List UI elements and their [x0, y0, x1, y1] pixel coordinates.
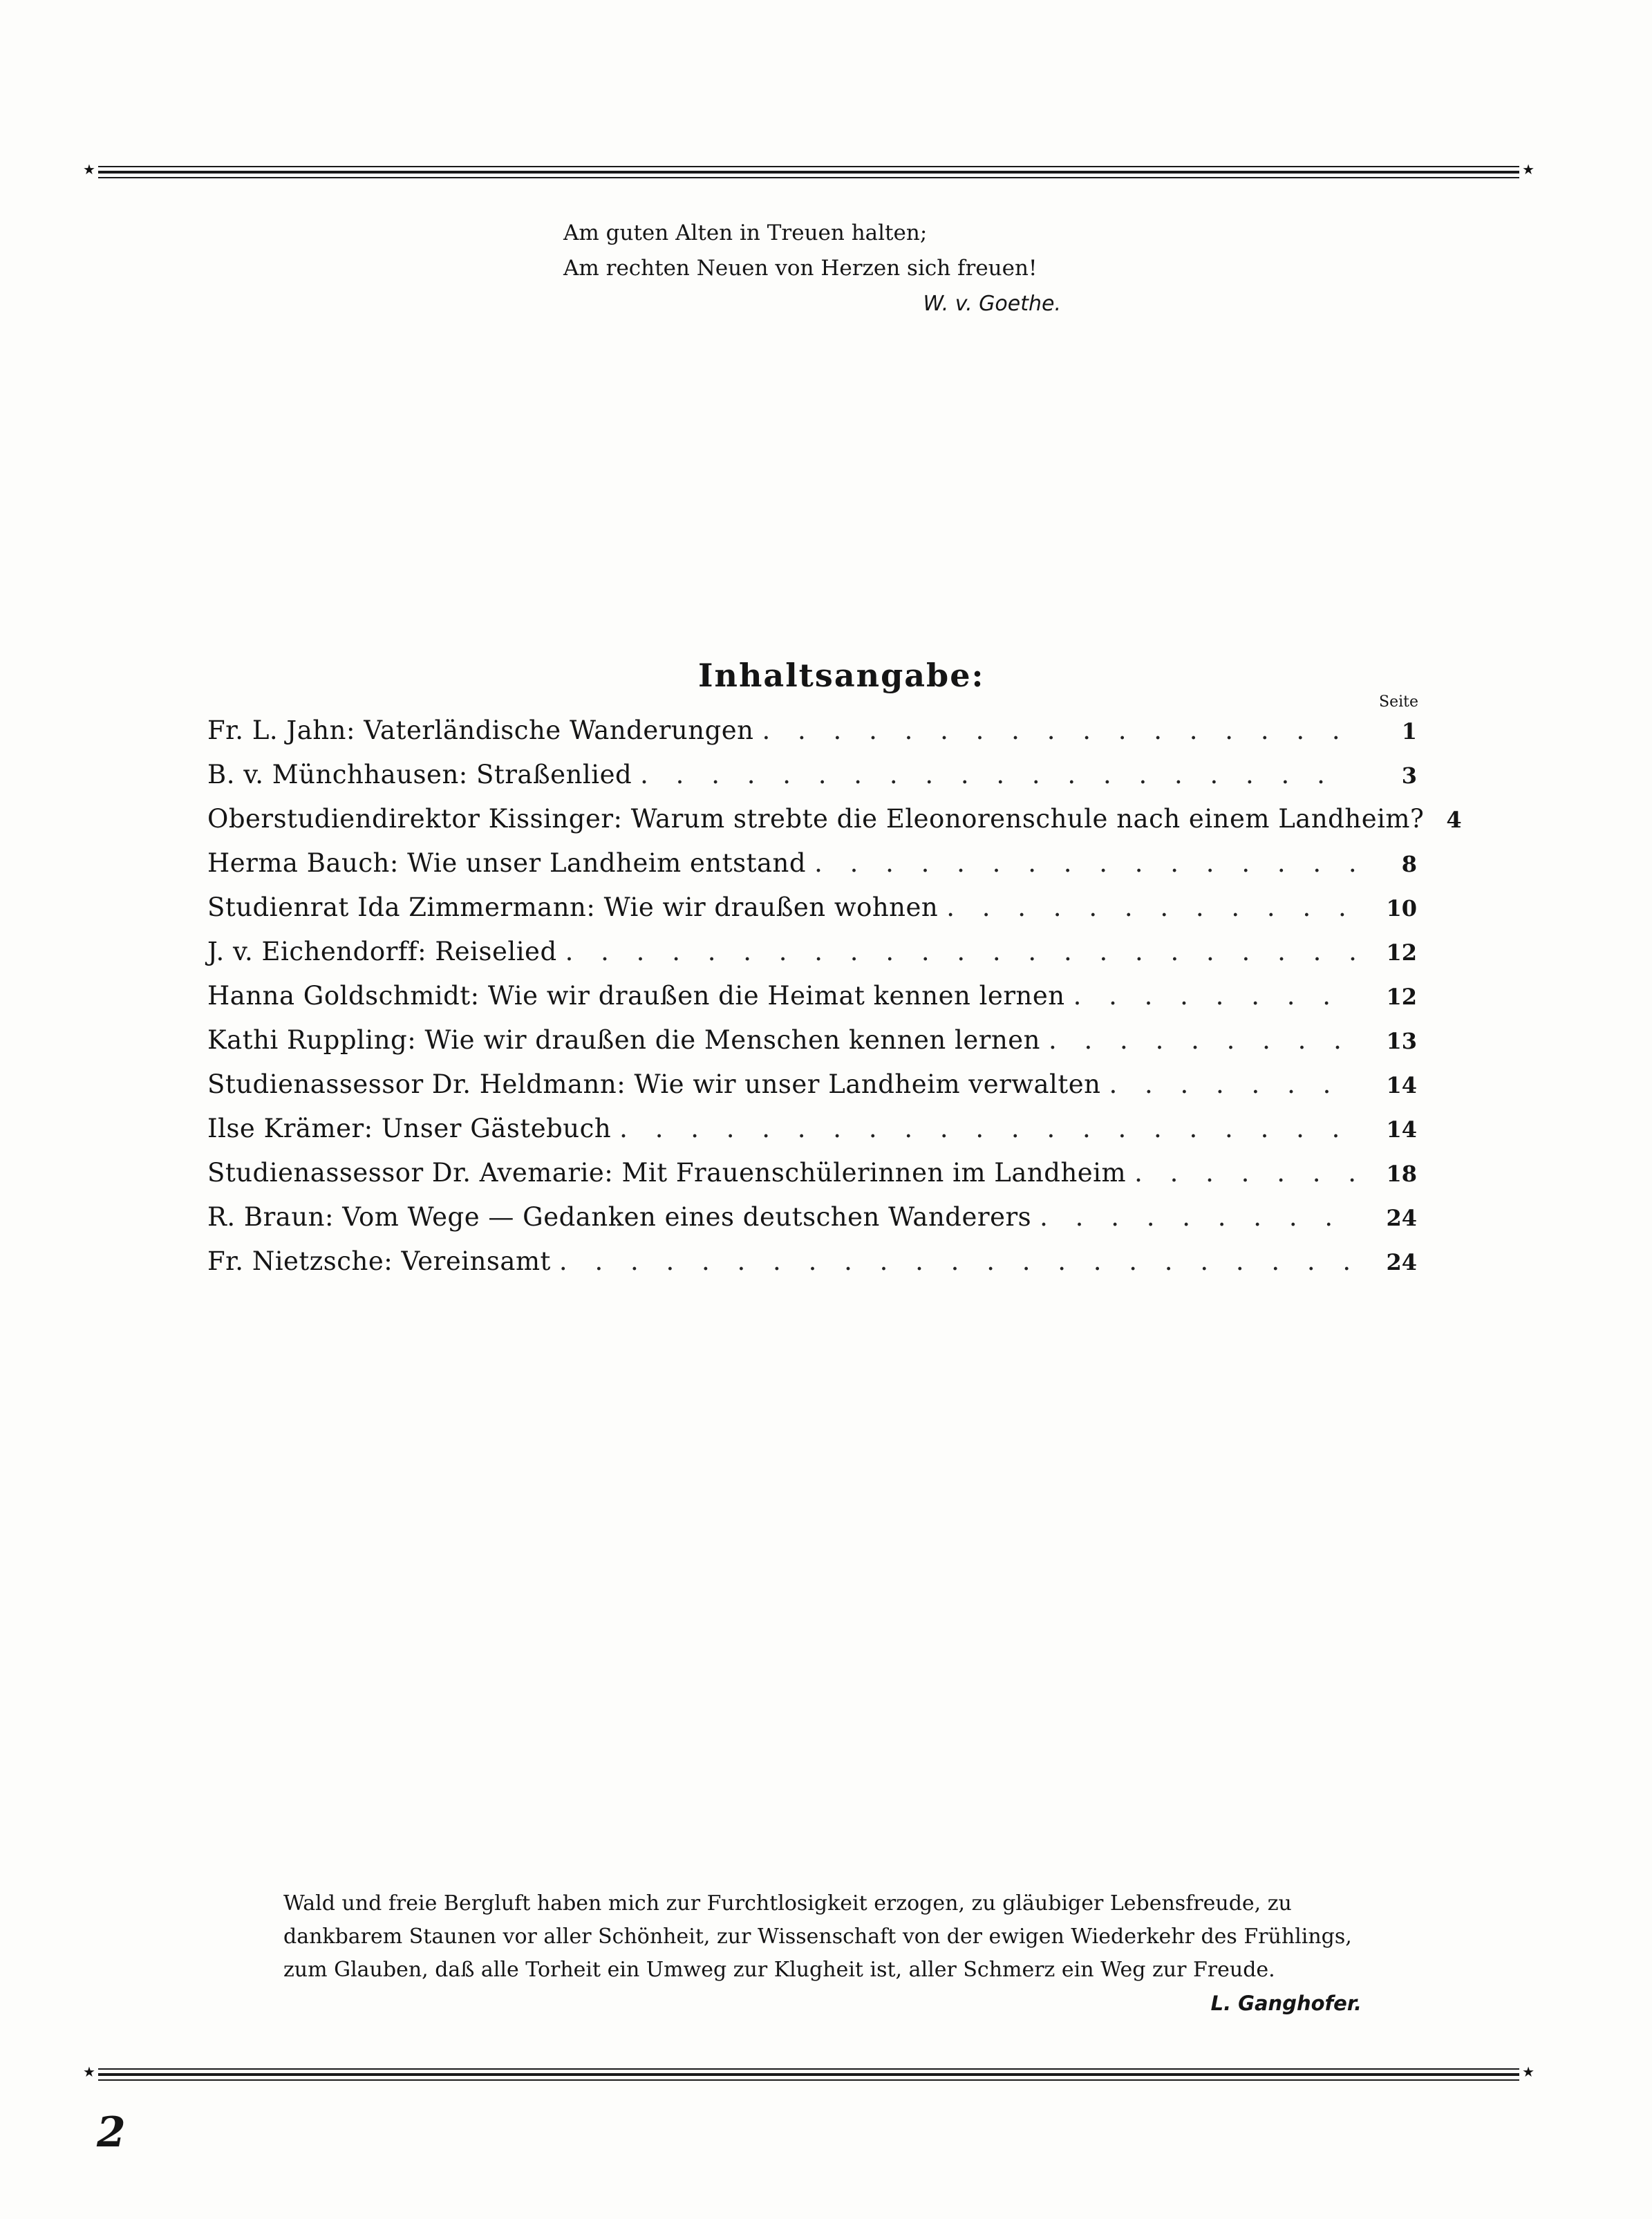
leader-dots — [762, 715, 1355, 745]
toc-entry-page: 18 — [1386, 1161, 1417, 1187]
toc-entry-page: 12 — [1386, 984, 1417, 1010]
motto-line: Am guten Alten in Treuen halten; — [563, 221, 928, 245]
page-column-label: Seite — [1379, 693, 1418, 711]
toc-entry — [207, 760, 1417, 804]
leader-dots — [1040, 1202, 1355, 1232]
toc-entry-title: J. v. Eichendorff: Reiselied — [207, 937, 557, 966]
motto-line: Am rechten Neuen von Herzen sich freuen! — [563, 256, 1038, 281]
toc-entry-page: 14 — [1386, 1116, 1417, 1143]
toc-entry-page: 1 — [1401, 718, 1417, 745]
bottom-ornamental-rule — [83, 2063, 1534, 2085]
leader-dots — [814, 848, 1355, 878]
table-of-contents — [207, 715, 1462, 1291]
toc-entry-title: Fr. L. Jahn: Vaterländische Wanderungen — [207, 715, 754, 745]
toc-entry-title: Studienassessor Dr. Avemarie: Mit Frauenschülerinnen im Landheim — [207, 1158, 1127, 1188]
toc-entry-page: 4 — [1446, 807, 1462, 833]
toc-entry — [207, 804, 1462, 848]
quote-author: L. Ganghofer. — [1210, 1992, 1362, 2015]
toc-entry-title: Hanna Goldschmidt: Wie wir draußen die Heimat kennen lernen — [207, 981, 1065, 1011]
top-ornamental-rule — [83, 161, 1534, 182]
motto-author: W. v. Goethe. — [923, 292, 1061, 316]
toc-heading: Inhaltsangabe: — [698, 657, 985, 694]
leader-dots — [946, 892, 1355, 922]
toc-entry — [207, 1158, 1417, 1202]
toc-entry — [207, 1069, 1417, 1114]
toc-entry — [207, 1114, 1417, 1158]
toc-entry-page: 8 — [1401, 851, 1417, 877]
goethe-motto — [563, 216, 1130, 321]
leader-dots — [619, 1114, 1355, 1143]
star-ornament-icon: ★ — [83, 2063, 95, 2080]
toc-entry-page: 3 — [1401, 762, 1417, 789]
quote-line: zum Glauben, daß alle Torheit ein Umweg zur Klugheit ist, aller Schmerz ein Weg zur Freude. — [283, 1958, 1275, 1982]
quote-line: dankbarem Staunen vor aller Schönheit, zur Wissenschaft von der ewigen Wiederkehr des Frühlings, — [283, 1925, 1352, 1949]
quote-line: Wald und freie Bergluft haben mich zur Furchtlosigkeit erzogen, zu gläubiger Lebensfreude, zu — [283, 1891, 1292, 1916]
toc-entry — [207, 1246, 1417, 1291]
toc-entry-title: Kathi Ruppling: Wie wir draußen die Menschen kennen lernen — [207, 1025, 1040, 1055]
toc-entry — [207, 937, 1417, 981]
toc-entry-title: B. v. Münchhausen: Straßenlied — [207, 760, 632, 789]
toc-entry-page: 24 — [1386, 1205, 1417, 1231]
toc-entry-title: Studienrat Ida Zimmermann: Wie wir draußen wohnen — [207, 892, 939, 922]
leader-dots — [559, 1246, 1355, 1276]
toc-entry — [207, 1025, 1417, 1069]
leader-dots — [1109, 1069, 1355, 1099]
toc-entry — [207, 1202, 1417, 1246]
toc-entry — [207, 981, 1417, 1025]
toc-entry — [207, 892, 1417, 937]
toc-entry-page: 10 — [1386, 895, 1417, 921]
page-number: 2 — [97, 2108, 126, 2157]
toc-entry — [207, 715, 1417, 760]
toc-entry-title: Oberstudiendirektor Kissinger: Warum strebte die Eleonorenschule nach einem Landheim? — [207, 804, 1425, 834]
toc-entry-title: Ilse Krämer: Unser Gästebuch — [207, 1114, 612, 1143]
leader-dots — [1049, 1025, 1355, 1055]
toc-entry-page: 24 — [1386, 1249, 1417, 1275]
star-ornament-icon: ★ — [83, 161, 95, 178]
star-ornament-icon: ★ — [1522, 2063, 1534, 2080]
toc-entry — [207, 848, 1417, 892]
toc-entry-title: R. Braun: Vom Wege — Gedanken eines deutschen Wanderers — [207, 1202, 1032, 1232]
toc-entry-title: Fr. Nietzsche: Vereinsamt — [207, 1246, 551, 1276]
leader-dots — [1134, 1158, 1355, 1188]
star-ornament-icon: ★ — [1522, 161, 1534, 178]
toc-entry-page: 13 — [1386, 1028, 1417, 1054]
leader-dots — [640, 760, 1355, 789]
toc-entry-page: 14 — [1386, 1072, 1417, 1098]
toc-entry-title: Herma Bauch: Wie unser Landheim entstand — [207, 848, 807, 878]
toc-entry-title: Studienassessor Dr. Heldmann: Wie wir unser Landheim verwalten — [207, 1069, 1101, 1099]
leader-dots — [1073, 981, 1355, 1011]
leader-dots — [565, 937, 1355, 966]
ganghofer-quote — [283, 1887, 1362, 2020]
toc-entry-page: 12 — [1386, 939, 1417, 966]
